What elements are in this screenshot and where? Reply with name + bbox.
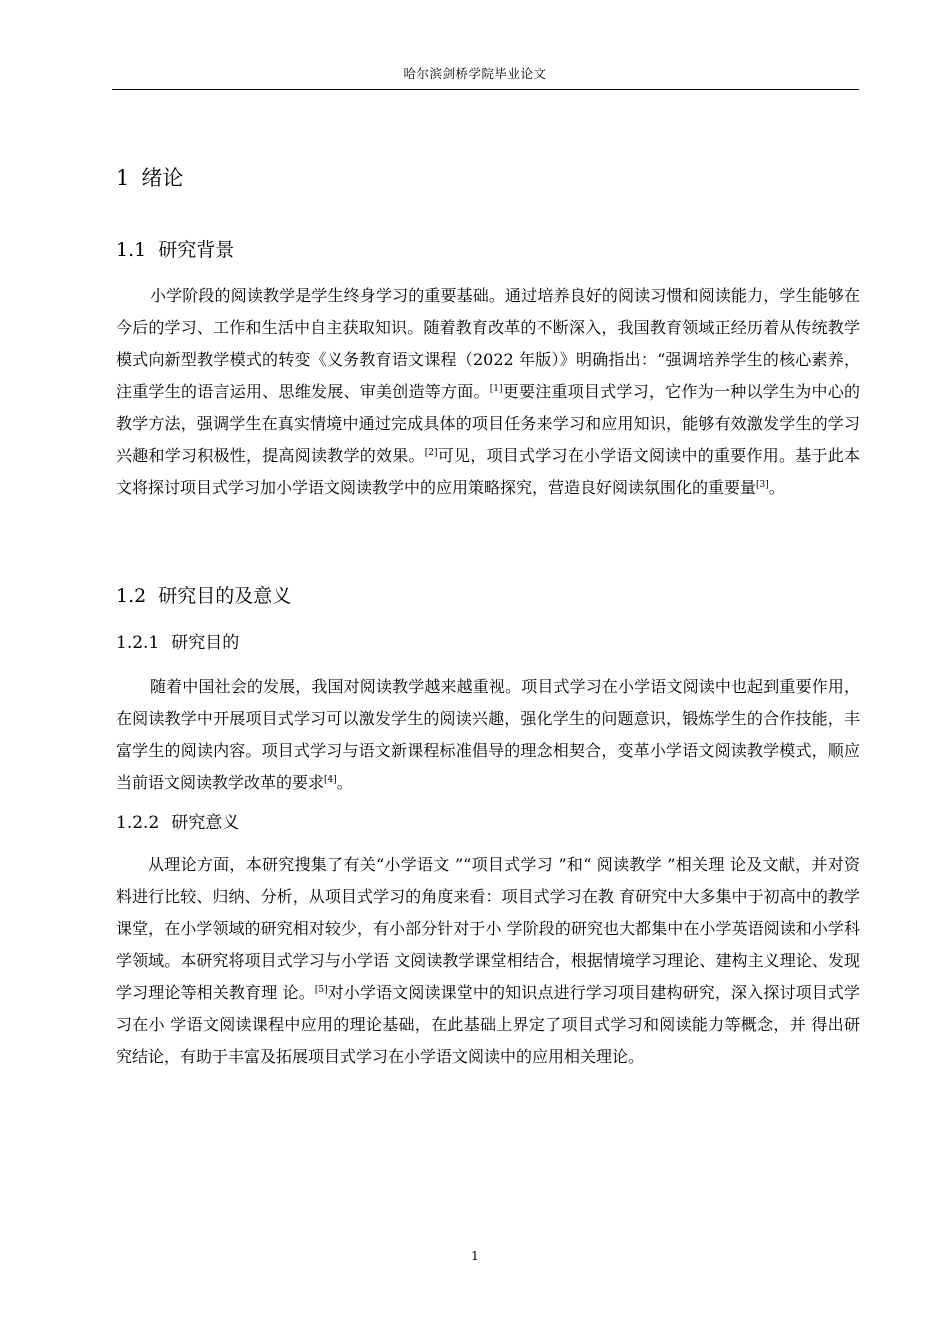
section-title: 研究目的及意义 [158, 585, 292, 607]
subsection-heading-1-2-2 [116, 812, 239, 834]
paragraph-text: 从理论方面，本研究搜集了有关“小学语文 ”“项目式学习 ”和“ 阅读教学 ”相关理 论及文献，并对资料进行比较、归纳、分析，从项目式学习的角度来看：项目式学习在教 育研究中大多集中于初高中的教学课堂，在小学领域的研究相对较少，有小部分针对于小 学阶段的研究也大都集中在小学英语阅读和小学科学领域。本研究将项目式学习与小学语 文阅读教学课堂相结合，根据情境学习理论、建构主义理论、发现学习理论等相关教育理 论。 [116, 855, 860, 1002]
paragraph-research-background [116, 280, 860, 504]
paragraph-research-significance [116, 849, 860, 1073]
paragraph-text: 更要注重项目式学习，它作为一种以学生为中心的教学方法，强调学生在真实情境中通过完成具体的项目任务来学习和应用知识，能够有效激发学生的学习兴趣和学习积极性，提高阅读教学的效果。 [116, 382, 860, 465]
paragraph-research-purpose [116, 671, 860, 799]
paragraph-text: 。 [336, 773, 353, 792]
citation-ref: [3] [756, 480, 769, 490]
paragraph-text: 对小学语文阅读课堂中的知识点进行学习项目建构研究，深入探讨项目式学习在小 学语文阅读课程中应用的理论基础，在此基础上界定了项目式学习和阅读能力等概念，并 得出研究结论，有助于丰富及拓展项目式学习在小学语文阅读中的应用相关理论。 [116, 983, 860, 1066]
subsection-title: 研究意义 [171, 813, 240, 833]
subsection-number: 1.2.2 [116, 813, 160, 833]
subsection-title: 研究目的 [171, 633, 240, 653]
subsection-number: 1.2.1 [116, 633, 160, 653]
citation-ref: [1] [489, 384, 503, 394]
page-header-title: 哈尔滨剑桥学院毕业论文 [403, 66, 547, 81]
citation-ref: [2] [424, 448, 438, 458]
chapter-heading [116, 165, 183, 191]
page-header-rule [112, 89, 859, 90]
chapter-title: 绪论 [141, 166, 184, 190]
subsection-heading-1-2-1 [116, 632, 239, 654]
paragraph-text: 小学阶段的阅读教学是学生终身学习的重要基础。通过培养良好的阅读习惯和阅读能力，学生能够在今后的学习、工作和生活中自主获取知识。随着教育改革的不断深入，我国教育领域正经历着从传统教学模式向新型教学模式的转变《义务教育语文课程（2022 年版）》明确指出：“强调培养学生的核心素养，注重学生的语言运用、思维发展、审美创造等方面。 [116, 286, 860, 401]
section-number: 1.2 [116, 585, 147, 607]
page-number: 1 [471, 1249, 479, 1263]
citation-ref: [4] [324, 775, 337, 785]
section-heading-1-1 [116, 238, 234, 262]
chapter-number: 1 [116, 166, 130, 190]
section-number: 1.1 [116, 239, 147, 261]
citation-ref: [5] [314, 985, 328, 995]
paragraph-text: 可见，项目式学习在小学语文阅读中的重要作用。基于此本文将探讨项目式学习加小学语文阅读教学中的应用策略探究，营造良好阅读氛围化的重要量 [116, 446, 860, 497]
paragraph-text: 随着中国社会的发展，我国对阅读教学越来越重视。项目式学习在小学语文阅读中也起到重要作用，在阅读教学中开展项目式学习可以激发学生的阅读兴趣，强化学生的问题意识，锻炼学生的合作技能，丰富学生的阅读内容。项目式学习与语文新课程标准倡导的理念相契合，变革小学语文阅读教学模式，顺应当前语文阅读教学改革的要求 [116, 677, 860, 792]
paragraph-text: 。 [768, 478, 785, 497]
section-heading-1-2 [116, 584, 291, 608]
section-title: 研究背景 [158, 239, 235, 261]
